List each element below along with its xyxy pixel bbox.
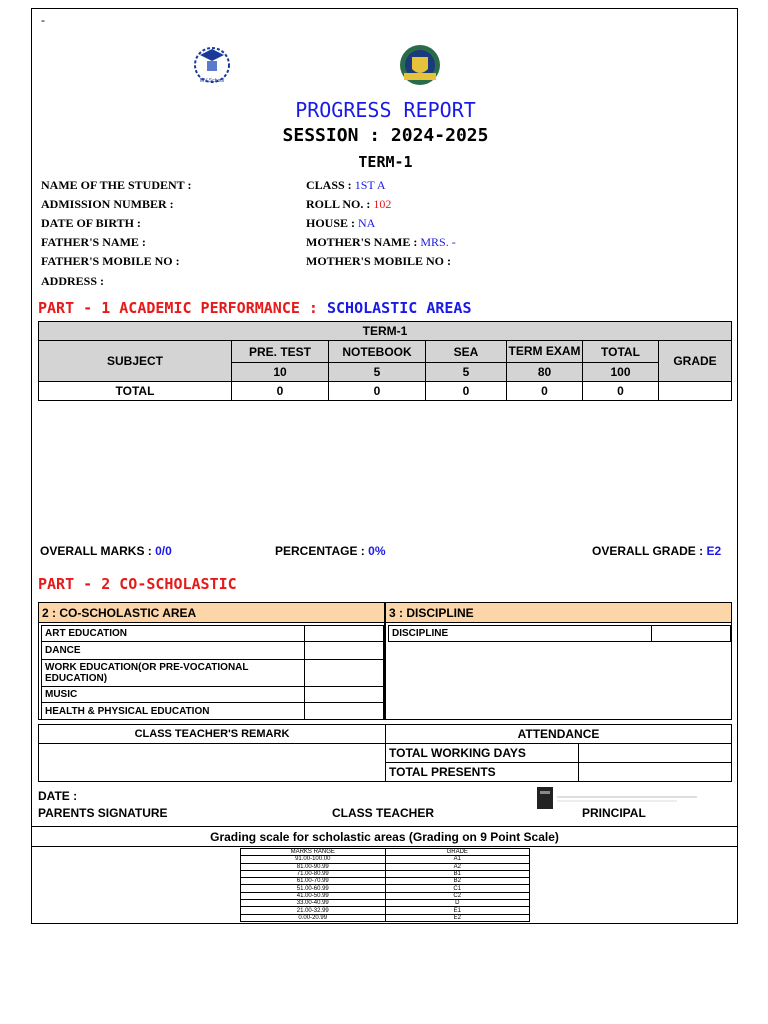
col-sea: SEA — [426, 341, 507, 363]
max-term-exam: 80 — [507, 363, 583, 382]
attendance-header: ATTENDANCE — [386, 725, 732, 744]
term-header: TERM-1 — [39, 322, 732, 341]
marks-range-cell: 33.00-40.99 — [241, 900, 386, 907]
presents-value — [579, 763, 732, 782]
school-logo-left — [190, 43, 234, 89]
grade-cell: A2 — [385, 863, 530, 870]
address: ADDRESS : — [41, 274, 105, 288]
grade-cell: E1 — [385, 907, 530, 914]
col-term-exam: TERM EXAM — [507, 341, 583, 363]
col-total: TOTAL — [583, 341, 659, 363]
grading-row — [241, 914, 530, 921]
dash-mark: - — [41, 13, 45, 27]
grading-scale-heading: Grading scale for scholastic areas (Grading on 9 Point Scale) — [32, 826, 737, 847]
teacher-remark-header: CLASS TEACHER'S REMARK — [39, 725, 386, 744]
marks-range-cell: 81.00-90.99 — [241, 863, 386, 870]
mother-name: MOTHER'S NAME : MRS. - — [306, 235, 456, 249]
admission-number: ADMISSION NUMBER : — [41, 197, 174, 211]
overall-marks: OVERALL MARKS : 0/0 — [40, 544, 172, 558]
teacher-remark-area — [39, 744, 386, 782]
co-item: ART EDUCATION — [42, 626, 305, 642]
co-item: WORK EDUCATION(OR PRE-VOCATIONAL EDUCATION) — [42, 660, 305, 687]
co-item: HEALTH & PHYSICAL EDUCATION — [42, 703, 305, 720]
total-notebook: 0 — [329, 382, 426, 401]
grade-cell: D — [385, 900, 530, 907]
discipline-table — [388, 625, 731, 642]
grading-row — [241, 900, 530, 907]
remark-attendance-table — [38, 724, 732, 782]
co-item-grade — [305, 642, 384, 660]
total-grade — [659, 382, 732, 401]
max-pre-test: 10 — [232, 363, 329, 382]
svg-text:MV School: MV School — [199, 78, 225, 84]
roll-number: ROLL NO. : 102 — [306, 197, 392, 211]
discipline-box — [385, 602, 732, 720]
academic-table — [38, 321, 732, 401]
co-item: DANCE — [42, 642, 305, 660]
term-title: TERM-1 — [358, 153, 413, 171]
marks-range-cell: 71.00-80.99 — [241, 870, 386, 877]
max-notebook: 5 — [329, 363, 426, 382]
parents-signature: PARENTS SIGNATURE — [38, 806, 168, 820]
grading-row — [241, 870, 530, 877]
principal-signature: PRINCIPAL — [582, 806, 646, 820]
co-item: MUSIC — [42, 687, 305, 703]
total-pre-test: 0 — [232, 382, 329, 401]
discipline-header: 3 : DISCIPLINE — [386, 603, 731, 623]
max-total: 100 — [583, 363, 659, 382]
school-logo-right — [394, 43, 446, 89]
marks-range-cell: 61.00-70.99 — [241, 878, 386, 885]
co-item-grade — [305, 703, 384, 720]
presents-label: TOTAL PRESENTS — [386, 763, 579, 782]
working-days-label: TOTAL WORKING DAYS — [386, 744, 579, 763]
session-title: SESSION : 2024-2025 — [282, 125, 489, 146]
house: HOUSE : NA — [306, 216, 376, 230]
co-item-grade — [305, 626, 384, 642]
grading-row — [241, 863, 530, 870]
marks-range-cell: 51.00-60.99 — [241, 885, 386, 892]
father-name: FATHER'S NAME : — [41, 235, 146, 249]
report-title: PROGRESS REPORT — [295, 98, 476, 122]
total-term-exam: 0 — [507, 382, 583, 401]
date-of-birth: DATE OF BIRTH : — [41, 216, 141, 230]
subject-header: SUBJECT — [39, 341, 232, 382]
discipline-grade — [652, 626, 731, 642]
grading-row — [241, 885, 530, 892]
grading-row — [241, 907, 530, 914]
report-page — [31, 8, 738, 924]
grade-cell: E2 — [385, 914, 530, 921]
part1-heading: PART - 1 ACADEMIC PERFORMANCE : SCHOLASTIC AREAS — [38, 299, 472, 317]
grade-header: GRADE — [385, 849, 530, 856]
part2-heading: PART - 2 CO-SCHOLASTIC — [38, 575, 237, 593]
grade-cell: A1 — [385, 856, 530, 863]
grade-cell: B1 — [385, 870, 530, 877]
co-scholastic-header: 2 : CO-SCHOLASTIC AREA — [39, 603, 384, 623]
grading-row — [241, 892, 530, 899]
marks-range-cell: 0.00-20.99 — [241, 914, 386, 921]
range-header: MARKS RANGE — [241, 849, 386, 856]
overall-grade: OVERALL GRADE : E2 — [592, 544, 722, 558]
co-scholastic-table — [41, 625, 384, 720]
total-label: TOTAL — [39, 382, 232, 401]
student-class: CLASS : 1ST A — [306, 178, 386, 192]
total-total: 0 — [583, 382, 659, 401]
grade-cell: C1 — [385, 885, 530, 892]
co-item-grade — [305, 687, 384, 703]
working-days-value — [579, 744, 732, 763]
col-pre-test: PRE. TEST — [232, 341, 329, 363]
total-sea: 0 — [426, 382, 507, 401]
co-scholastic-box — [38, 602, 385, 720]
grade-header: GRADE — [659, 341, 732, 382]
grade-cell: C2 — [385, 892, 530, 899]
class-teacher-signature: CLASS TEACHER — [332, 806, 435, 820]
mother-mobile: MOTHER'S MOBILE NO : — [306, 254, 452, 268]
father-mobile: FATHER'S MOBILE NO : — [41, 254, 180, 268]
grading-row — [241, 878, 530, 885]
col-notebook: NOTEBOOK — [329, 341, 426, 363]
date-label: DATE : — [38, 789, 78, 803]
discipline-item: DISCIPLINE — [389, 626, 652, 642]
student-name: NAME OF THE STUDENT : — [41, 178, 192, 192]
marks-range-cell: 91.00-100.00 — [241, 856, 386, 863]
marks-range-cell: 41.00-50.99 — [241, 892, 386, 899]
grading-row — [241, 856, 530, 863]
co-item-grade — [305, 660, 384, 687]
percentage: PERCENTAGE : 0% — [275, 544, 386, 558]
grading-scale-table — [240, 848, 530, 922]
max-sea: 5 — [426, 363, 507, 382]
grade-cell: B2 — [385, 878, 530, 885]
marks-range-cell: 21.00-32.99 — [241, 907, 386, 914]
